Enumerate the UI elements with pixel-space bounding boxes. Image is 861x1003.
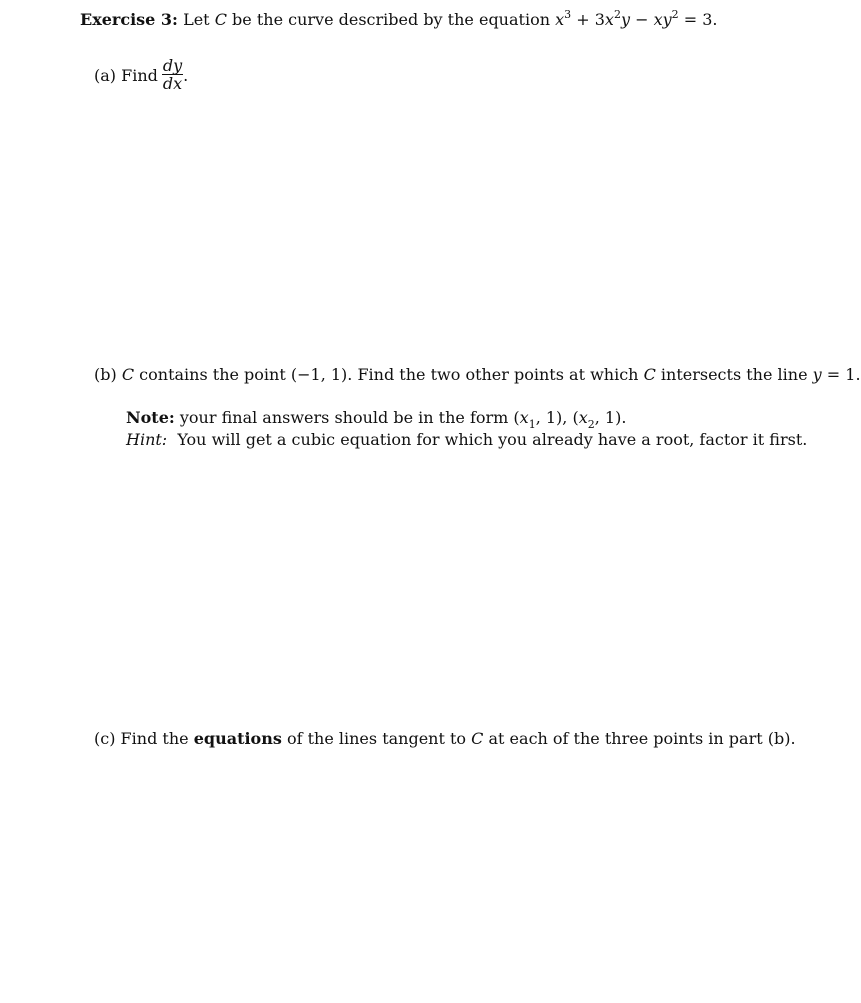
part-b-text2: intersects the line — [660, 365, 808, 384]
hint-line — [126, 430, 807, 450]
part-b — [94, 365, 861, 385]
fraction-denominator: dx — [162, 74, 183, 93]
part-c-text1: Find the — [120, 729, 189, 748]
part-b-text1: contains the point (−1, 1). Find the two other points at which — [139, 365, 639, 384]
note-label: Note: — [126, 408, 175, 427]
part-a-end: . — [183, 66, 189, 85]
hint-label: Hint: — [126, 430, 168, 449]
curve-symbol: C — [214, 10, 227, 29]
eq-equals: = 3. — [678, 10, 718, 29]
note-text: your final answers should be in the form ( — [179, 408, 520, 427]
eq-plus: + 3 — [571, 10, 605, 29]
part-b-line-var: y — [812, 365, 822, 384]
part-a — [94, 56, 189, 94]
part-b-label: (b) — [94, 365, 117, 384]
part-c-curve: C — [471, 729, 484, 748]
part-b-curve2: C — [643, 365, 656, 384]
eq-y: y — [620, 10, 630, 29]
fraction-numerator: dy — [162, 56, 183, 75]
part-c-label: (c) — [94, 729, 116, 748]
part-b-line-eq: = 1. — [821, 365, 861, 384]
eq-exp2b: 2 — [671, 7, 679, 21]
part-c-text3: at each of the three points in part (b). — [488, 729, 796, 748]
note-x1: x — [519, 408, 529, 427]
note-line — [126, 408, 627, 432]
note-x2: x — [578, 408, 588, 427]
eq-xy: xy — [653, 10, 672, 29]
part-b-curve: C — [121, 365, 135, 384]
note-sub1: 1 — [528, 418, 536, 432]
part-c-text2: of the lines tangent to — [286, 729, 467, 748]
hint-text: You will get a cubic equation for which you already have a root, factor it first. — [177, 430, 808, 449]
curve-equation — [555, 7, 718, 29]
note-sub2: 2 — [587, 418, 595, 432]
eq-exp3: 3 — [564, 7, 572, 21]
note-mid: , 1), ( — [535, 408, 579, 427]
eq-x: x — [555, 10, 565, 29]
exercise-header — [80, 7, 718, 30]
part-a-text: Find — [121, 66, 158, 85]
exercise-label: Exercise 3: — [80, 10, 178, 29]
eq-exp2: 2 — [613, 7, 621, 21]
eq-minus: − — [629, 10, 654, 29]
note-end: , 1). — [594, 408, 627, 427]
derivative-fraction — [162, 57, 183, 92]
part-c — [94, 729, 796, 749]
eq-x2: x — [604, 10, 614, 29]
exercise-intro: Let — [183, 10, 210, 29]
part-a-label: (a) — [94, 66, 117, 85]
part-c-bold: equations — [193, 729, 282, 748]
exercise-description: be the curve described by the equation — [232, 10, 551, 29]
